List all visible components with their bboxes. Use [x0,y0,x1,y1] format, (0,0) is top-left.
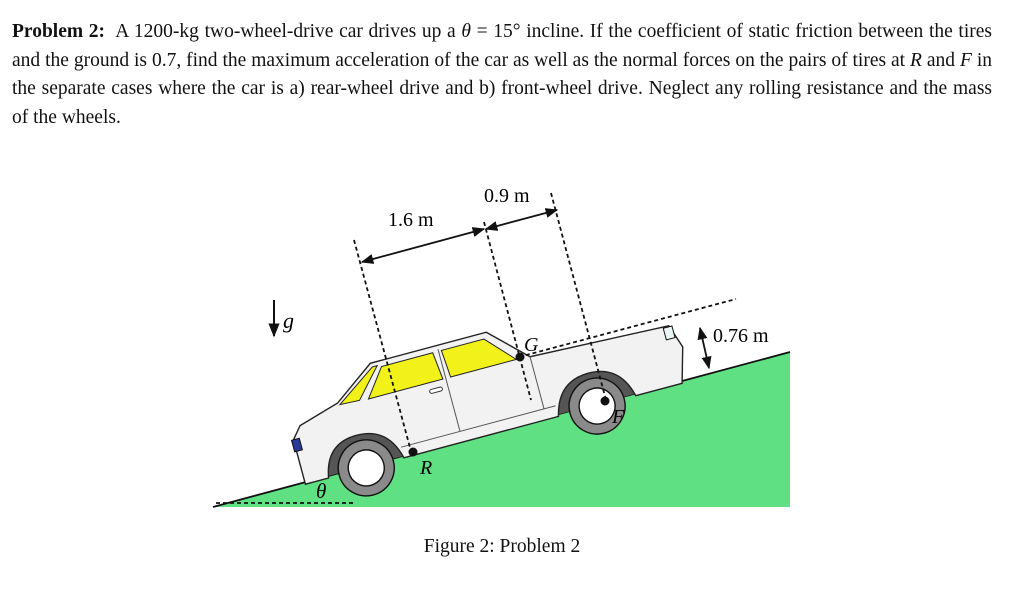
problem-text-3: and [926,49,956,71]
problem-text-2: incline. If the coefficient of static friction between the tires and the ground is 0.7, find the maximum acceleration of the car as well as the normal forces on the pairs of tires at [12,21,992,71]
dim-arrow-g-to-front [486,210,557,229]
point-r: R [910,49,922,71]
front-contact-point [601,397,610,406]
problem-text-4: in the separate cases where the car is a) rear-wheel drive and b) front-wheel drive. Neglect any rolling resistance and the mass of the wheels. [12,49,993,128]
dim-arrow-rear-to-g [362,229,484,262]
rear-contact-point [409,448,418,457]
dim-label-g-to-front: 0.9 m [484,185,530,207]
gravity-label: g [283,308,294,333]
figure-caption: Figure 2: Problem 2 [423,536,581,557]
front-contact-label: F [612,406,625,428]
incline-angle: 15° [493,21,521,42]
dim-arrow-height [700,328,709,368]
dim-label-rear-to-g: 1.6 m [388,209,434,231]
dim-label-height: 0.76 m [713,325,769,347]
point-f: F [960,49,972,71]
equals-sign: = [476,21,488,42]
rear-contact-label: R [420,457,433,479]
angle-label: θ [316,479,327,503]
problem-label: Problem 2: [12,21,106,42]
problem-text-1: A 1200-kg two-wheel-drive car drives up a [115,21,456,42]
cg-label: G [524,334,539,356]
theta-symbol: θ [461,21,471,42]
